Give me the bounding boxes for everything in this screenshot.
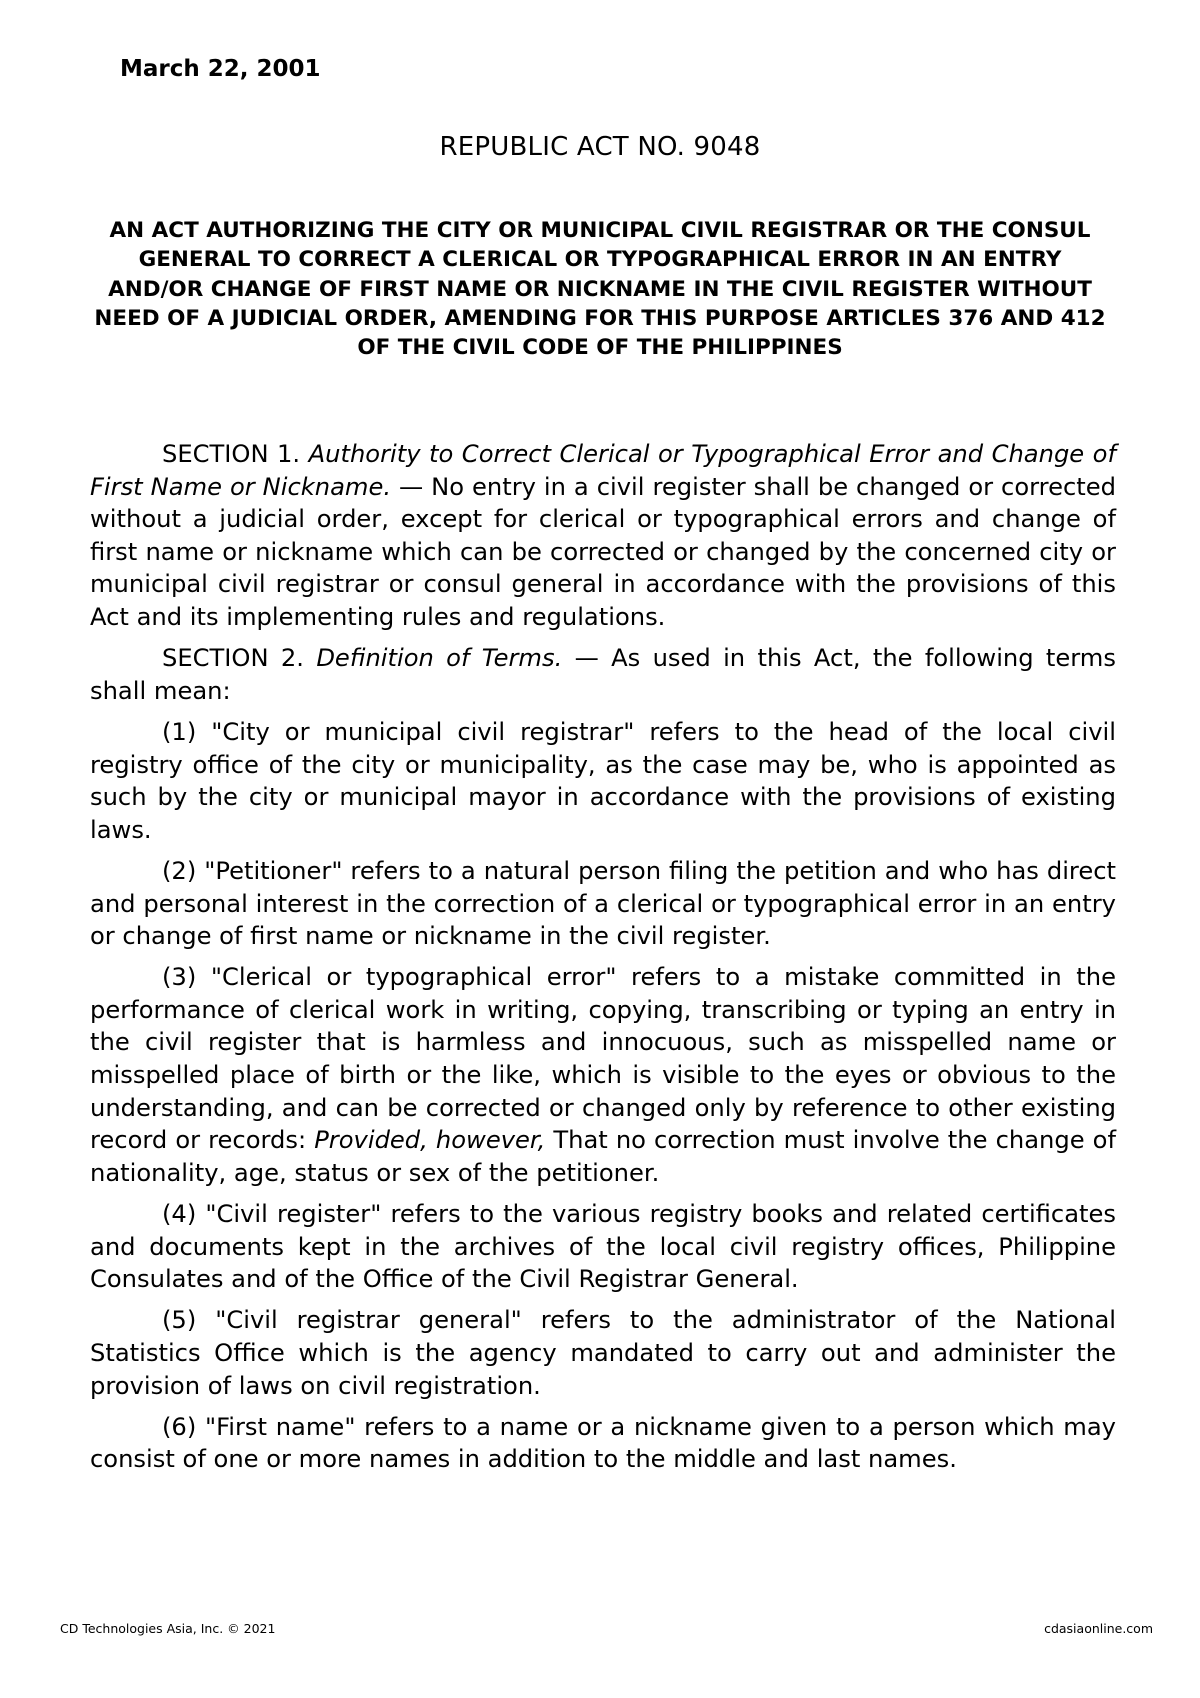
definition-4: (4) "Civil register" refers to the various registry books and related certificates and documents kept in the archives of the local civil registry offices, Philippine Consulates and of the Office of the Civil Registrar General. [90, 1200, 1116, 1294]
document-date: March 22, 2001 [120, 56, 321, 82]
document-body [90, 438, 1116, 1485]
section-2-paragraph [90, 642, 1116, 707]
section-1-paragraph [90, 438, 1116, 634]
definition-6: (6) "First name" refers to a name or a nickname given to a person which may consist of one or more names in addition to the middle and last names. [90, 1412, 1116, 1474]
footer-site-link[interactable]: cdasiaonline.com [1044, 1621, 1153, 1636]
section-2-heading: Definition of Terms. [316, 644, 563, 673]
definition-5: (5) "Civil registrar general" refers to the administrator of the National Statistics Office which is the agency mandated to carry out and administer the provision of laws on civil registration. [90, 1306, 1116, 1400]
definition-3-proviso: Provided, however, [314, 1126, 546, 1155]
section-1-heading: Authority to Correct Clerical or Typographical Error and Change of First Name or Nickname. [90, 440, 1116, 501]
definition-3-text: (3) "Clerical or typographical error" refers to a mistake committed in the performance of clerical work in writing, copying, transcribing or typing an entry in the civil register that is harmless and innocuous, such as misspelled name or misspelled place of birth or the like, which is visible to the eyes or obvious to the understanding, and can be corrected or changed only by reference to other existing record or records: [90, 963, 1116, 1155]
definition-3 [90, 961, 1116, 1189]
definition-3-proviso-text: That no correction must involve the change of nationality, age, status or sex of the petitioner. [90, 1126, 1116, 1187]
act-number-heading: REPUBLIC ACT NO. 9048 [439, 132, 761, 162]
section-1-label: SECTION 1. [162, 440, 301, 468]
footer-copyright: CD Technologies Asia, Inc. © 2021 [60, 1621, 276, 1636]
section-1-text: — No entry in a civil register shall be changed or corrected without a judicial order, except for clerical or typographical errors and change of first name or nickname which can be corrected or changed by the concerned city or municipal civil registrar or consul general in accordance with the provisions of this Act and its implementing rules and regulations. [90, 472, 1116, 631]
act-title: AN ACT AUTHORIZING THE CITY OR MUNICIPAL CIVIL REGISTRAR OR THE CONSUL GENERAL TO CORRECT A CLERICAL OR TYPOGRAPHICAL ERROR IN AN ENTRY AND/OR CHANGE OF FIRST NAME OR NICKNAME IN THE CIVIL REGISTER WITHOUT NEED OF A JUDICIAL ORDER, AMENDING FOR THIS PURPOSE ARTICLES 376 AND 412 OF THE CIVIL CODE OF THE PHILIPPINES [94, 218, 1106, 361]
section-2-text: — As used in this Act, the following terms shall mean: [90, 644, 1116, 705]
definition-1: (1) "City or municipal civil registrar" refers to the head of the local civil registry office of the city or municipality, as the case may be, who is appointed as such by the city or municipal mayor in accordance with the provisions of existing laws. [90, 717, 1116, 844]
definition-2: (2) "Petitioner" refers to a natural person filing the petition and who has direct and personal interest in the correction of a clerical or typographical error in an entry or change of first name or nickname in the civil register. [90, 856, 1116, 951]
section-2-label: SECTION 2. [162, 644, 304, 673]
